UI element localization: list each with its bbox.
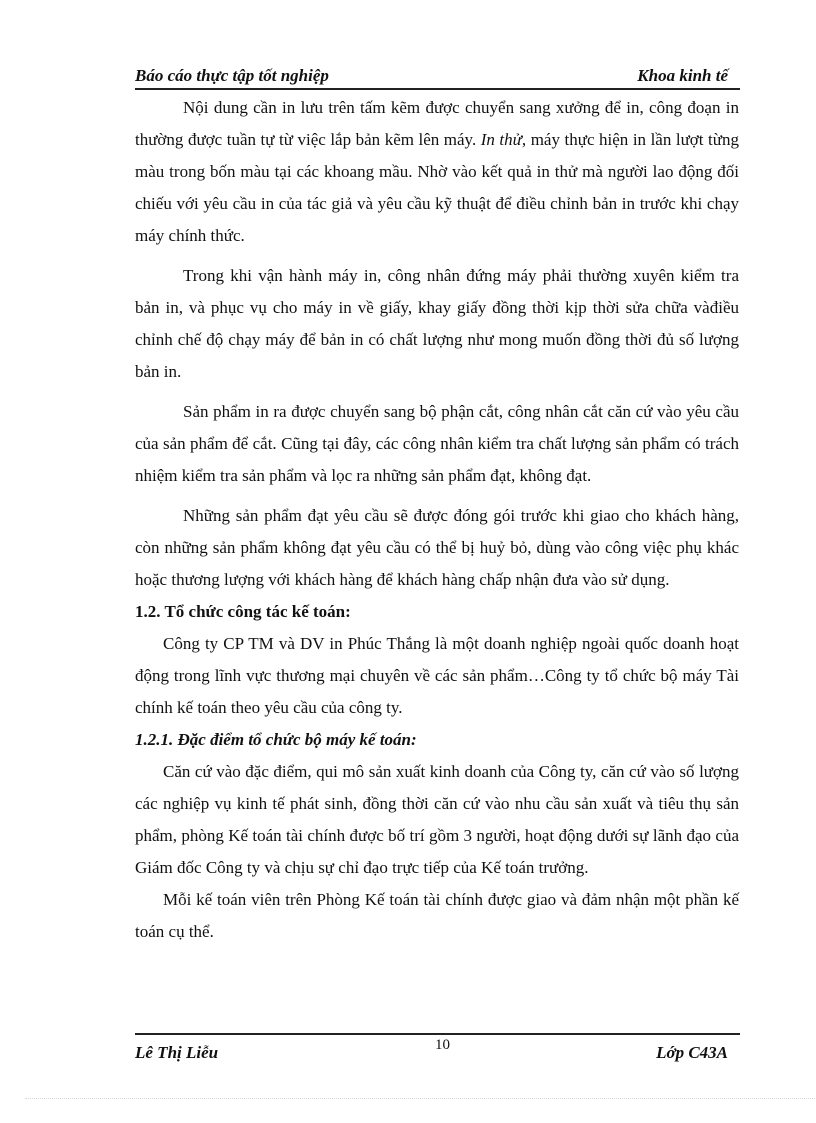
header-faculty: Khoa kinh tế xyxy=(637,66,728,85)
paragraph-text: , máy thực hiện in lần lượt từng màu trong bốn màu tại các khoang mầu. Nhờ vào kết quả in thử mà người lao động đối chiếu với yêu cầu in của tác giả và yêu cầu kỹ thuật để điều chỉnh bản in trước khi chạy máy chính thức. xyxy=(135,130,739,245)
paragraph-accounting-structure: Căn cứ vào đặc điểm, qui mô sản xuất kinh doanh của Công ty, căn cứ vào số lượng các nghiệp vụ kinh tế phát sinh, đồng thời căn cứ vào nhu cầu sản xuất và tiêu thụ sản phẩm, phòng Kế toán tài chính được bố trí gồm 3 người, hoạt động dưới sự lãnh đạo của Giám đốc Công ty và chịu sự chỉ đạo trực tiếp của Kế toán trưởng. xyxy=(135,762,739,877)
header-report-title: Báo cáo thực tập tốt nghiệp xyxy=(135,66,329,85)
paragraph-company-intro: Công ty CP TM và DV in Phúc Thắng là một doanh nghiệp ngoài quốc doanh hoạt động trong lĩnh vực thương mại chuyên về các sản phẩm…Công ty tổ chức bộ máy Tài chính kế toán theo yêu cầu của công ty. xyxy=(135,634,739,717)
paragraph-printing-process xyxy=(135,92,739,252)
paragraph-accountant-duties: Mỗi kế toán viên trên Phòng Kế toán tài chính được giao và đảm nhận một phần kế toán cụ thể. xyxy=(135,890,739,941)
paragraph-cutting: Sản phẩm in ra được chuyển sang bộ phận cắt, công nhân cắt căn cứ vào yêu cầu của sản phẩm để cắt. Cũng tại đây, các công nhân kiểm tra chất lượng sản phẩm có trách nhiệm kiểm tra sản phẩm và lọc ra những sản phẩm đạt, không đạt. xyxy=(135,402,739,485)
section-heading-1-2: 1.2. Tổ chức công tác kế toán: xyxy=(135,602,351,621)
page-footer xyxy=(135,1033,740,1065)
paragraph-machine-operation: Trong khi vận hành máy in, công nhân đứng máy phải thường xuyên kiểm tra bản in, và phục vụ cho máy in về giấy, khay giấy đồng thời kịp thời sửa chữa vàđiều chỉnh chế độ chạy máy để bản in có chất lượng như mong muốn đồng thời đủ số lượng bản in. xyxy=(135,266,739,381)
paragraph-text: Nội dung cần in lưu trên tấm kẽm được chuyển sang xưởng để in, công đoạn in thường được tuần tự từ việc lắp bản kẽm lên máy. xyxy=(135,98,739,149)
footer-class: Lớp C43A xyxy=(656,1043,728,1062)
footer-author: Lê Thị Liễu xyxy=(135,1043,219,1062)
paragraph-packaging: Những sản phẩm đạt yêu cầu sẽ được đóng gói trước khi giao cho khách hàng, còn những sản phẩm không đạt yêu cầu có thể bị huỷ bỏ, dùng vào công việc phụ khác hoặc thương lượng với khách hàng để khách hàng chấp nhận đưa vào sử dụng. xyxy=(135,506,739,589)
page-number: 10 xyxy=(435,1037,450,1053)
page-body xyxy=(135,92,739,956)
page-bottom-divider xyxy=(25,1098,815,1099)
page-header xyxy=(135,64,740,90)
section-heading-1-2-1: 1.2.1. Đặc điểm tổ chức bộ máy kế toán: xyxy=(135,730,417,749)
emphasis-in-thu: In thử xyxy=(480,130,522,149)
